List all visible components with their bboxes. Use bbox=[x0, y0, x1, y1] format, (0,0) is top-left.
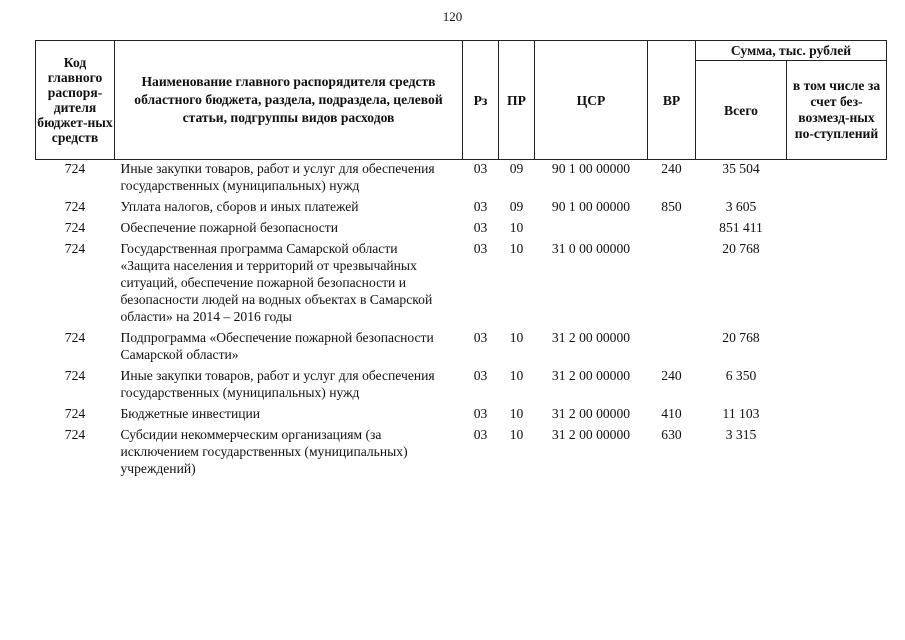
csr-cell: 90 1 00 00000 bbox=[551, 161, 631, 176]
table-row bbox=[36, 219, 887, 240]
rz-cell: 03 bbox=[473, 220, 488, 235]
table-row bbox=[36, 240, 887, 329]
vr-cell bbox=[648, 240, 696, 329]
table-row bbox=[36, 329, 887, 367]
incl-cell bbox=[787, 367, 887, 405]
incl-cell bbox=[787, 219, 887, 240]
rz-cell: 03 bbox=[473, 368, 488, 383]
table-row bbox=[36, 367, 887, 405]
rz-cell: 03 bbox=[473, 406, 488, 421]
total-cell: 35 504 bbox=[722, 161, 760, 176]
pr-cell: 10 bbox=[509, 368, 524, 383]
csr-cell: 31 0 00 00000 bbox=[551, 241, 631, 256]
csr-cell bbox=[535, 219, 648, 240]
total-cell: 20 768 bbox=[722, 330, 760, 345]
csr-cell: 31 2 00 00000 bbox=[551, 406, 631, 421]
vr-cell: 630 bbox=[661, 427, 682, 442]
table-row bbox=[36, 405, 887, 426]
pr-cell: 10 bbox=[509, 220, 524, 235]
name-cell: Государственная программа Самарской области «Защита населения и территорий от чрезвычайных ситуаций, обеспечение пожарной безопасности и безопасности людей на водных объектах в Самарской области» на 2014 – 2016 годы bbox=[120, 241, 433, 324]
total-cell: 3 315 bbox=[725, 427, 757, 442]
vr-cell bbox=[648, 219, 696, 240]
code-cell: 724 bbox=[64, 220, 86, 235]
vr-cell: 410 bbox=[661, 406, 682, 421]
page-number: 120 bbox=[442, 9, 463, 24]
header-code: Код главного распоря-дителя бюджет-ных средств bbox=[36, 41, 115, 160]
code-cell: 724 bbox=[64, 427, 86, 442]
code-cell: 724 bbox=[64, 330, 86, 345]
rz-cell: 03 bbox=[473, 161, 488, 176]
code-cell: 724 bbox=[64, 406, 86, 421]
code-cell: 724 bbox=[64, 199, 86, 214]
pr-cell: 10 bbox=[509, 406, 524, 421]
pr-cell: 09 bbox=[509, 199, 524, 214]
csr-cell: 90 1 00 00000 bbox=[551, 199, 631, 214]
csr-cell: 31 2 00 00000 bbox=[551, 368, 631, 383]
name-cell: Иные закупки товаров, работ и услуг для обеспечения государственных (муниципальных) нужд bbox=[120, 368, 435, 400]
total-cell: 3 605 bbox=[725, 199, 757, 214]
vr-cell: 240 bbox=[661, 161, 682, 176]
csr-cell: 31 2 00 00000 bbox=[551, 330, 631, 345]
incl-cell bbox=[787, 160, 887, 199]
incl-cell bbox=[787, 426, 887, 481]
vr-cell bbox=[648, 329, 696, 367]
header-rz: Рз bbox=[463, 41, 499, 160]
table-row bbox=[36, 198, 887, 219]
total-cell: 6 350 bbox=[725, 368, 757, 383]
table-row bbox=[36, 426, 887, 481]
budget-table bbox=[35, 40, 887, 481]
total-cell: 11 103 bbox=[722, 406, 760, 421]
vr-cell: 240 bbox=[661, 368, 682, 383]
header-pr: ПР bbox=[499, 41, 535, 160]
rz-cell: 03 bbox=[473, 199, 488, 214]
name-cell: Уплата налогов, сборов и иных платежей bbox=[120, 199, 359, 214]
table-row bbox=[36, 160, 887, 199]
pr-cell: 10 bbox=[509, 330, 524, 345]
code-cell: 724 bbox=[64, 161, 86, 176]
pr-cell: 09 bbox=[509, 161, 524, 176]
rz-cell: 03 bbox=[473, 427, 488, 442]
header-vr: ВР bbox=[648, 41, 696, 160]
total-cell: 851 411 bbox=[719, 220, 763, 235]
code-cell: 724 bbox=[64, 368, 86, 383]
incl-cell bbox=[787, 405, 887, 426]
total-cell: 20 768 bbox=[722, 241, 760, 256]
header-name: Наименование главного распорядителя средств областного бюджета, раздела, подраздела, целевой статьи, подгруппы видов расходов bbox=[115, 41, 463, 160]
incl-cell bbox=[787, 329, 887, 367]
code-cell: 724 bbox=[64, 241, 86, 256]
rz-cell: 03 bbox=[473, 241, 488, 256]
header-csr: ЦСР bbox=[535, 41, 648, 160]
header-sum: Сумма, тыс. рублей bbox=[696, 41, 887, 61]
header-total: Всего bbox=[696, 61, 787, 160]
csr-cell: 31 2 00 00000 bbox=[551, 427, 631, 442]
name-cell: Бюджетные инвестиции bbox=[120, 406, 261, 421]
table-header bbox=[36, 41, 887, 160]
name-cell: Подпрограмма «Обеспечение пожарной безопасности Самарской области» bbox=[120, 330, 434, 362]
name-cell: Субсидии некоммерческим организациям (за исключением государственных (муниципальных) учреждений) bbox=[120, 427, 408, 476]
pr-cell: 10 bbox=[509, 241, 524, 256]
name-cell: Иные закупки товаров, работ и услуг для обеспечения государственных (муниципальных) нужд bbox=[120, 161, 435, 193]
incl-cell bbox=[787, 198, 887, 219]
vr-cell: 850 bbox=[661, 199, 682, 214]
incl-cell bbox=[787, 240, 887, 329]
header-incl: в том числе за счет без-возмезд-ных по-ступлений bbox=[787, 61, 887, 160]
name-cell: Обеспечение пожарной безопасности bbox=[120, 220, 339, 235]
pr-cell: 10 bbox=[509, 427, 524, 442]
rz-cell: 03 bbox=[473, 330, 488, 345]
table-body bbox=[36, 160, 887, 482]
